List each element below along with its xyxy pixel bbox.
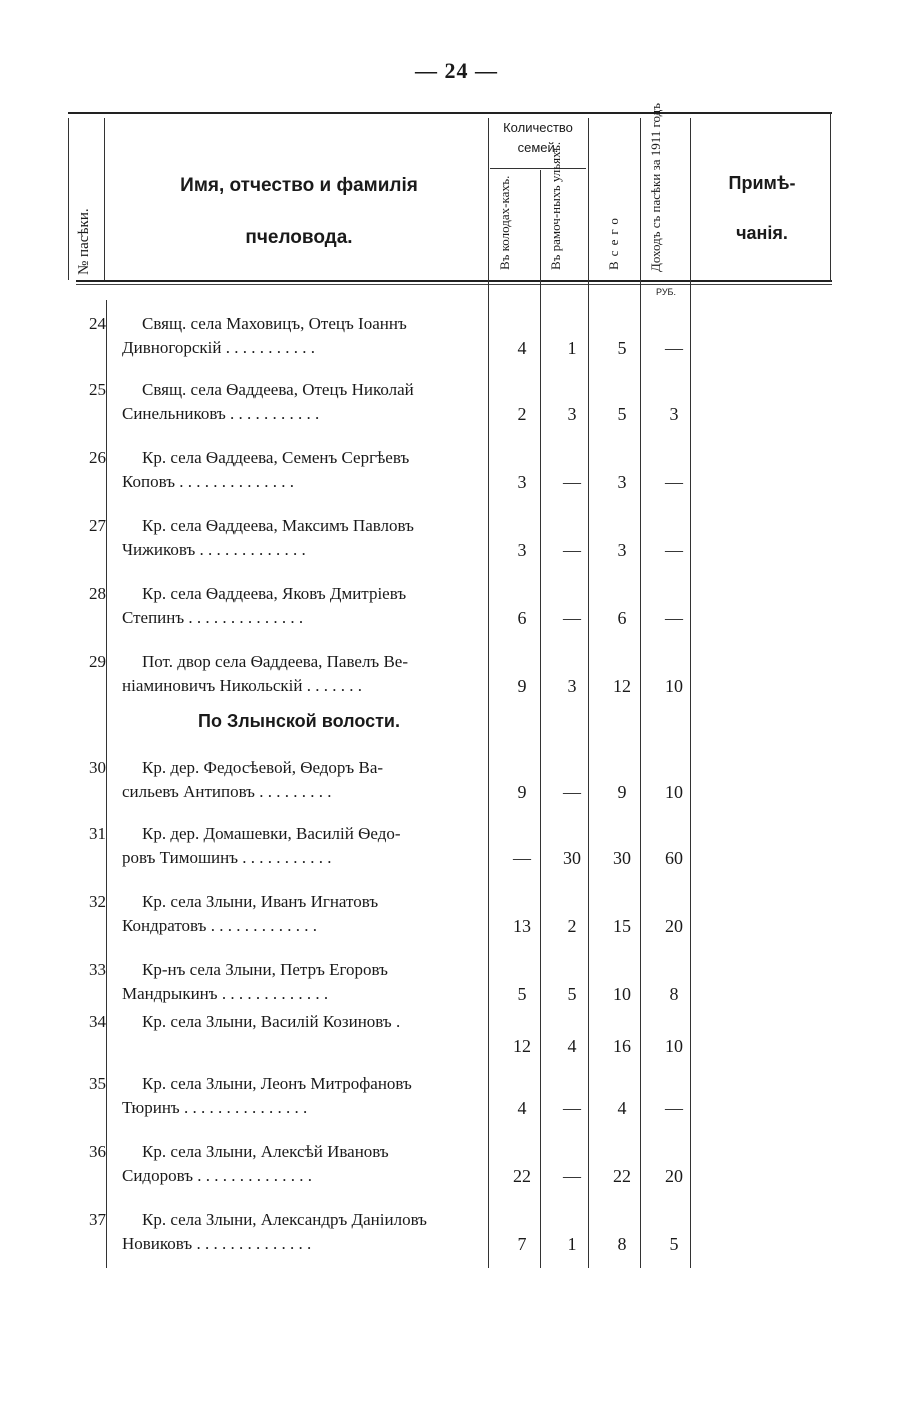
cell-total: 16	[613, 1036, 631, 1056]
table-row	[76, 822, 832, 886]
row-name-line1: Кр. села Ѳаддеева, Семенъ Сергѣевъ	[142, 448, 410, 467]
cell-frame-hives: 4	[567, 1036, 577, 1056]
row-name-line2: ніаминовичъ Никольскій . . . . . . .	[122, 676, 362, 695]
row-name-line2: Дивногорскій . . . . . . . . . . .	[122, 338, 315, 357]
row-number: 26	[89, 448, 106, 467]
row-number: 33	[89, 960, 106, 979]
row-name	[122, 650, 560, 698]
cell-log-hives: 22	[513, 1166, 531, 1186]
cell-frame-hives: —	[563, 608, 581, 628]
cell-income: —	[665, 608, 683, 628]
row-name	[122, 1140, 560, 1188]
cell-total: 30	[613, 848, 631, 868]
cell-income: —	[665, 1098, 683, 1118]
row-name	[122, 822, 560, 870]
row-name-line2: сильевъ Антиповъ . . . . . . . . .	[122, 782, 332, 801]
row-name-line2: Коповъ . . . . . . . . . . . . . .	[122, 472, 294, 491]
cell-log-hives: —	[513, 848, 531, 868]
cell-income: 20	[665, 1166, 683, 1186]
unit-rub: РУБ.	[656, 287, 676, 297]
header-bottom-rule-thin	[76, 284, 832, 285]
row-number: 36	[89, 1142, 106, 1161]
row-name-line1: Кр. села Злыни, Леонъ Митрофановъ	[142, 1074, 412, 1093]
cell-income: —	[665, 338, 683, 358]
row-name	[122, 756, 560, 804]
row-name-line1: Кр. дер. Федосѣевой, Ѳедоръ Ва-	[142, 758, 384, 777]
header-number: № пасѣки.	[76, 208, 92, 275]
header-families-group: Количество семей.	[503, 120, 573, 155]
frame-left-rule	[68, 118, 69, 280]
cell-frame-hives: —	[563, 1098, 581, 1118]
row-name-line2: Кондратовъ . . . . . . . . . . . . .	[122, 916, 317, 935]
cell-log-hives: 2	[517, 404, 527, 424]
row-name-line1: Кр. дер. Домашевки, Василій Ѳедо-	[142, 824, 401, 843]
header-frame-hives: Въ рамоч-ныхъ ульяхъ.	[548, 141, 563, 270]
table-row	[76, 650, 832, 714]
cell-frame-hives: 5	[567, 984, 577, 1004]
cell-frame-hives: 3	[567, 676, 577, 696]
cell-total: 5	[617, 338, 627, 358]
cell-total: 5	[617, 404, 627, 424]
row-name	[122, 890, 560, 938]
cell-frame-hives: 2	[567, 916, 577, 936]
cell-total: 9	[617, 782, 627, 802]
cell-frame-hives: 30	[563, 848, 581, 868]
cell-log-hives: 3	[517, 540, 527, 560]
cell-log-hives: 7	[517, 1234, 527, 1254]
row-number: 27	[89, 516, 106, 535]
row-name-line2: Тюринъ . . . . . . . . . . . . . . .	[122, 1098, 308, 1117]
header-income: Доходъ съ пасѣки за 1911 годъ	[648, 103, 663, 272]
cell-log-hives: 12	[513, 1036, 531, 1056]
row-number: 25	[89, 380, 106, 399]
row-name	[122, 446, 560, 494]
cell-total: 8	[617, 1234, 627, 1254]
table-row	[76, 312, 832, 376]
table-row	[76, 756, 832, 820]
cell-log-hives: 3	[517, 472, 527, 492]
cell-income: —	[665, 540, 683, 560]
cell-total: 12	[613, 676, 631, 696]
row-name	[122, 514, 560, 562]
cell-income: 10	[665, 676, 683, 696]
cell-total: 3	[617, 540, 627, 560]
cell-income: 20	[665, 916, 683, 936]
cell-total: 22	[613, 1166, 631, 1186]
cell-frame-hives: 3	[567, 404, 577, 424]
cell-total: 10	[613, 984, 631, 1004]
row-name-line2: Сидоровъ . . . . . . . . . . . . . .	[122, 1166, 312, 1185]
cell-total: 4	[617, 1098, 627, 1118]
cell-log-hives: 9	[517, 782, 527, 802]
cell-income: 5	[669, 1234, 679, 1254]
row-name-line2: Степинъ . . . . . . . . . . . . . .	[122, 608, 304, 627]
table-row	[76, 514, 832, 578]
row-name-line1: Кр. села Ѳаддеева, Яковъ Дмитріевъ	[142, 584, 407, 603]
table-row	[76, 890, 832, 954]
header-bottom-rule	[76, 280, 832, 282]
cell-frame-hives: 1	[567, 1234, 577, 1254]
table-row	[76, 1010, 832, 1074]
row-name	[122, 582, 560, 630]
row-name-line2: Синельниковъ . . . . . . . . . . .	[122, 404, 320, 423]
header-name-line2: пчеловода.	[245, 227, 353, 248]
row-name-line1: Свящ. села Маховицъ, Отецъ Іоаннъ	[142, 314, 407, 333]
row-name-line1: Кр. села Злыни, Василій Козиновъ .	[142, 1012, 401, 1031]
row-number: 24	[89, 314, 106, 333]
cell-frame-hives: —	[563, 1166, 581, 1186]
row-name	[122, 958, 560, 1006]
cell-log-hives: 9	[517, 676, 527, 696]
row-name-line2: ровъ Тимошинъ . . . . . . . . . . .	[122, 848, 332, 867]
table-row	[76, 1140, 832, 1204]
header-notes-line1: Примѣ-	[728, 173, 796, 193]
row-name-line1: Кр-нъ села Злыни, Петръ Егоровъ	[142, 960, 388, 979]
row-number: 37	[89, 1210, 106, 1229]
cell-total: 3	[617, 472, 627, 492]
section-title: По Злынской волости.	[198, 711, 400, 731]
row-number: 29	[89, 652, 106, 671]
table-row	[76, 1208, 832, 1272]
row-name	[122, 1208, 560, 1256]
cell-log-hives: 13	[513, 916, 531, 936]
cell-income: 3	[669, 404, 679, 424]
header-notes	[692, 158, 832, 258]
row-name-line1: Кр. села Злыни, Алексѣй Ивановъ	[142, 1142, 389, 1161]
row-name-line1: Кр. села Злыни, Иванъ Игнатовъ	[142, 892, 379, 911]
table-row	[76, 1072, 832, 1136]
row-number: 32	[89, 892, 106, 911]
table-row	[76, 582, 832, 646]
cell-frame-hives: 1	[567, 338, 577, 358]
row-name-line1: Кр. села Злыни, Александръ Даніиловъ	[142, 1210, 427, 1229]
row-name	[122, 378, 560, 426]
cell-log-hives: 4	[517, 1098, 527, 1118]
page-number: — 24 —	[415, 58, 498, 83]
row-name-line2: Мандрыкинъ . . . . . . . . . . . . .	[122, 984, 329, 1003]
cell-total: 6	[617, 608, 627, 628]
header-name-line1: Имя, отчество и фамилія	[180, 175, 418, 196]
row-name	[122, 312, 560, 360]
row-name-line1: Пот. двор села Ѳаддеева, Павелъ Ве-	[142, 652, 409, 671]
cell-income: 60	[665, 848, 683, 868]
families-group-rule	[490, 168, 586, 169]
row-name	[122, 1010, 560, 1034]
header-total: Всего	[606, 213, 621, 270]
cell-log-hives: 5	[517, 984, 527, 1004]
cell-log-hives: 6	[517, 608, 527, 628]
row-number: 35	[89, 1074, 106, 1093]
row-name	[122, 1072, 560, 1120]
row-name-line1: Свящ. села Ѳаддеева, Отецъ Николай	[142, 380, 414, 399]
row-name-line2: Новиковъ . . . . . . . . . . . . . .	[122, 1234, 312, 1253]
cell-frame-hives: —	[563, 782, 581, 802]
header-name	[110, 160, 488, 264]
cell-frame-hives: —	[563, 540, 581, 560]
row-number: 31	[89, 824, 106, 843]
cell-income: 10	[665, 1036, 683, 1056]
col-no-rule	[104, 118, 105, 280]
row-number: 28	[89, 584, 106, 603]
table-row	[76, 378, 832, 442]
cell-log-hives: 4	[517, 338, 527, 358]
row-number: 34	[89, 1012, 106, 1031]
cell-frame-hives: —	[563, 472, 581, 492]
cell-income: 8	[669, 984, 679, 1004]
cell-income: 10	[665, 782, 683, 802]
header-log-hives: Въ колодах-кахъ.	[497, 175, 512, 270]
cell-income: —	[665, 472, 683, 492]
table-row	[76, 446, 832, 510]
row-number: 30	[89, 758, 106, 777]
cell-total: 15	[613, 916, 631, 936]
row-name-line1: Кр. села Ѳаддеева, Максимъ Павловъ	[142, 516, 414, 535]
table-top-rule	[68, 112, 832, 114]
header-notes-line2: чанія.	[736, 223, 788, 243]
row-name-line2: Чижиковъ . . . . . . . . . . . . .	[122, 540, 306, 559]
